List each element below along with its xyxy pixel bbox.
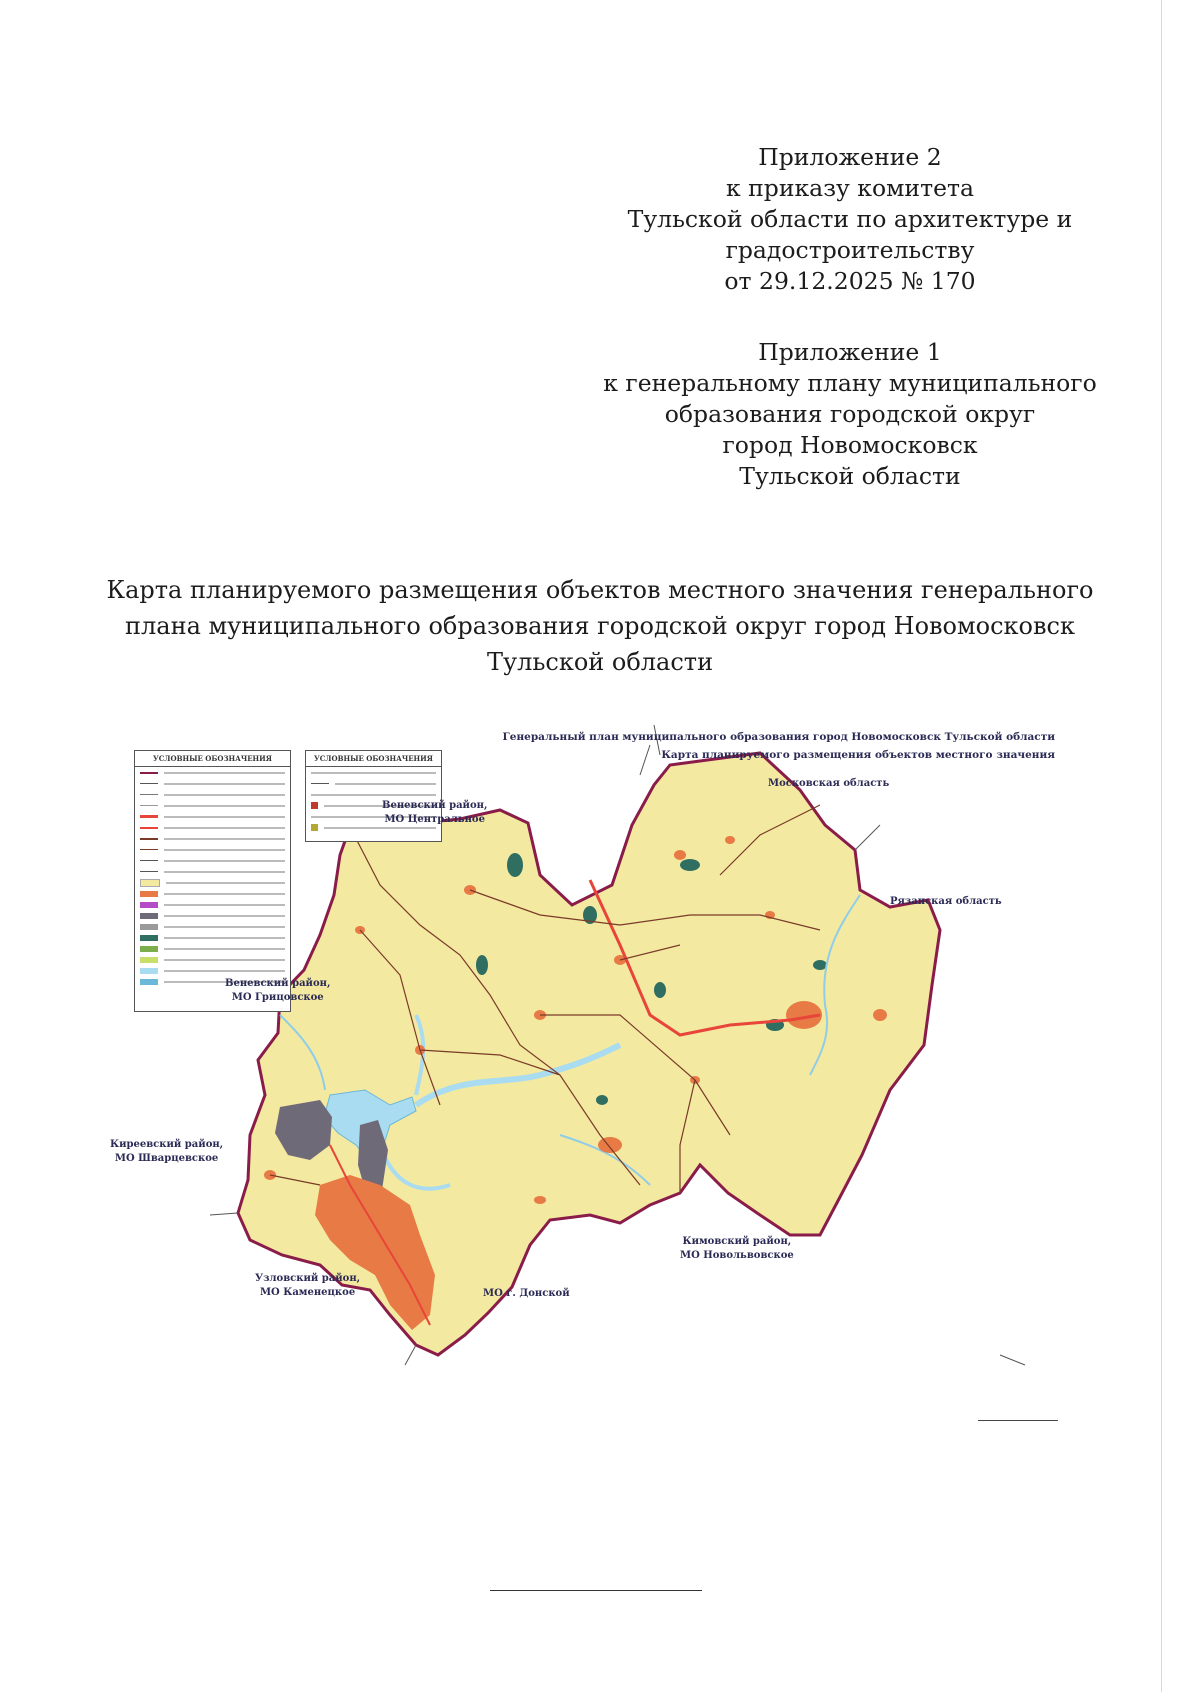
legend-text-placeholder [335,783,436,785]
legend-row [135,932,290,943]
legend-text-placeholder [164,849,285,851]
legend-swatch [140,946,158,952]
legend-swatch [140,968,158,974]
legend-text-placeholder [164,783,285,785]
legend-row [135,910,290,921]
legend-text-placeholder [311,772,436,774]
legend-swatch [311,783,329,784]
appendix-2-date-line: от 29.12.2025 № 170 [724,267,976,295]
document-title-line: Тульской области [486,648,714,676]
legend-swatch [140,827,158,829]
legend-swatch [140,871,158,872]
legend-swatch [140,913,158,919]
appendix-1-line: к генеральному плану муниципального [603,369,1097,397]
legend-row [135,855,290,866]
legend-text-placeholder [164,816,285,818]
legend-title: УСЛОВНЫЕ ОБОЗНАЧЕНИЯ [306,751,441,767]
legend-text-placeholder [164,970,285,972]
region-label-venev-central [382,799,487,827]
legend-title: УСЛОВНЫЕ ОБОЗНАЧЕНИЯ [135,751,290,767]
region-label-kireev [110,1138,223,1166]
legend-swatch [140,935,158,941]
legend-row [306,767,441,778]
document-title-line: Карта планируемого размещения объектов местного значения генерального [106,576,1094,604]
legend-swatch [140,849,158,850]
region-label-line: МО Новольвовское [680,1250,794,1261]
appendix-2-line: Тульской области по архитектуре и [627,205,1073,233]
urban-area [873,1009,887,1021]
scale-bar [978,1420,1058,1421]
signature-line [490,1590,702,1591]
legend-swatch [140,924,158,930]
legend-row [135,822,290,833]
legend-row [135,954,290,965]
urban-area [725,836,735,844]
territory-shape [238,753,940,1355]
legend-row [135,921,290,932]
appendix-1-line: образования городской округ [664,400,1036,428]
scan-edge [1161,0,1162,1692]
legend-row [135,811,290,822]
legend-text-placeholder [164,904,285,906]
urban-area [598,1137,622,1153]
region-label-line: Узловский район, [255,1273,361,1284]
forest-patch [507,853,523,877]
region-label-line: МО Центральное [384,814,485,825]
appendix-1-line: Приложение 1 [758,338,942,366]
legend-text-placeholder [164,860,285,862]
appendix-1-block [570,337,1130,492]
map-header-subtitle: Карта планируемого размещения объектов местного значения [661,749,1055,761]
region-label-ryazan: Рязанская область [890,896,1002,907]
urban-area [534,1196,546,1204]
legend-swatch [311,802,318,809]
region-label-line: МО Грицовское [231,992,324,1003]
legend-row [135,965,290,976]
forest-patch [680,859,700,871]
legend-text-placeholder [164,937,285,939]
legend-row [135,778,290,789]
appendix-2-line: Приложение 2 [758,143,942,171]
legend-row [135,800,290,811]
legend-swatch [140,979,158,985]
legend-swatch [140,957,158,963]
legend-swatch [140,879,160,887]
region-label-line: Веневский район, [382,800,488,811]
region-label-line: МО Шварцевское [114,1153,219,1164]
region-label-uzlov [255,1272,360,1300]
map-figure [110,715,1080,1480]
legend-text-placeholder [164,805,285,807]
map-legend-primary [134,750,291,1012]
legend-text-placeholder [164,915,285,917]
map-legend-secondary [305,750,442,842]
legend-row [135,844,290,855]
legend-text-placeholder [164,871,285,873]
legend-row [135,877,290,888]
legend-row [306,778,441,789]
legend-row [135,789,290,800]
region-label-moscow: Московская область [768,778,890,789]
appendix-1-line: Тульской области [739,462,961,490]
legend-text-placeholder [164,959,285,961]
legend-swatch [140,902,158,908]
legend-text-placeholder [164,948,285,950]
legend-swatch [140,805,158,806]
document-title-line: плана муниципального образования городской округ город Новомосковск [125,612,1075,640]
map-header-title: Генеральный план муниципального образования город Новомосковск Тульской области [502,731,1055,743]
map-header [503,728,1055,764]
legend-row [135,866,290,877]
region-label-line: МО Каменецкое [259,1287,356,1298]
legend-text-placeholder [164,893,285,895]
legend-row [135,767,290,778]
legend-text-placeholder [164,772,285,774]
appendix-2-line: к приказу комитета [725,174,975,202]
region-label-line: Кимовский район, [682,1236,792,1247]
legend-swatch [311,824,318,831]
legend-text-placeholder [164,827,285,829]
legend-row [135,943,290,954]
appendix-2-line: градостроительству [725,236,975,264]
legend-swatch [140,860,158,861]
appendix-1-line: город Новомосковск [722,431,978,459]
legend-text-placeholder [164,926,285,928]
forest-patch [654,982,666,998]
region-label-kimov [680,1235,794,1263]
legend-text-placeholder [166,882,285,884]
appendix-2-block [570,142,1130,297]
forest-patch [476,955,488,975]
legend-swatch [140,794,158,795]
legend-text-placeholder [164,838,285,840]
region-label-venev-gritsov [225,977,330,1005]
legend-swatch [140,815,158,818]
region-label-donskoy: МО г. Донской [483,1288,570,1299]
legend-row [135,888,290,899]
legend-swatch [140,783,158,784]
legend-text-placeholder [311,794,436,796]
legend-row [135,899,290,910]
legend-swatch [140,891,158,897]
legend-text-placeholder [164,794,285,796]
document-title [80,572,1120,680]
forest-patch [813,960,827,970]
legend-row [135,833,290,844]
region-label-line: Киреевский район, [110,1139,224,1150]
region-label-line: Веневский район, [225,978,331,989]
forest-patch [596,1095,608,1105]
legend-swatch [140,772,158,774]
legend-swatch [140,838,158,840]
urban-area [674,850,686,860]
